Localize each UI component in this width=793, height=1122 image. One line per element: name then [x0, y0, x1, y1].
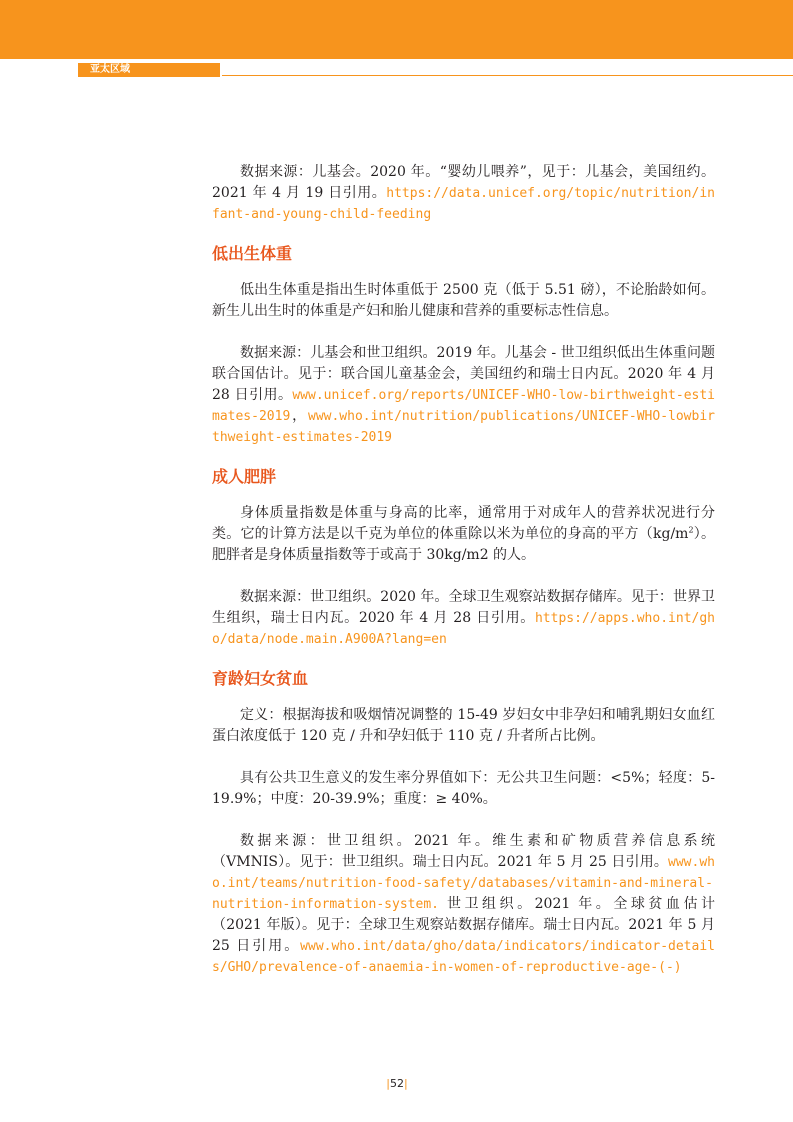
superscript-2: 2: [688, 525, 694, 535]
anaemia-definition: 定义：根据海拔和吸烟情况调整的 15-49 岁妇女中非孕妇和哺乳期妇女血红蛋白浓度低于 120 克 / 升和孕妇低于 110 克 / 升者所占比例。: [212, 707, 715, 744]
adult-obesity-definition-part2: ）。肥胖者是身体质量指数等于或高于 30kg/m2 的人。: [212, 526, 715, 563]
adult-obesity-source: [212, 587, 715, 650]
anaemia-link-vmnis[interactable]: www.who.int/teams/nutrition-food-safety/databases/vitamin-and-mineral-nutrition-information-system.: [212, 855, 715, 912]
page-number: [383, 1077, 411, 1090]
low-birthweight-link-unicef[interactable]: www.unicef.org/reports/UNICEF-WHO-low-birthweight-estimates-2019: [212, 388, 715, 424]
low-birthweight-definition: 低出生体重是指出生时体重低于 2500 克（低于 5.51 磅），不论胎龄如何。新生儿出生时的体重是产妇和胎儿健康和营养的重要标志性信息。: [212, 282, 715, 319]
page-number-bar-right: |: [404, 1077, 408, 1090]
anaemia-source: [212, 831, 715, 978]
header-band: [0, 0, 793, 59]
link-separator: ，: [290, 408, 308, 424]
anaemia-source-text-1: 数据来源：世卫组织。2021 年。维生素和矿物质营养信息系统（VMNIS）。见于：世卫组织。瑞士日内瓦。2021 年 5 月 25 日引用。: [212, 833, 715, 870]
adult-obesity-source-text: 数据来源：世卫组织。2020 年。全球卫生观察站数据存储库。见于：世界卫生组织，瑞士日内瓦。2020 年 4 月 28 日引用。: [212, 589, 715, 626]
low-birthweight-source: [212, 343, 715, 448]
adult-obesity-definition-part1: 身体质量指数是体重与身高的比率，通常用于对成年人的营养状况进行分类。它的计算方法是以千克为单位的体重除以米为单位的身高的平方（kg/m: [212, 505, 715, 542]
anaemia-thresholds: 具有公共卫生意义的发生率分界值如下：无公共卫生问题：<5%；轻度：5-19.9%；中度：20-39.9%；重度：≥ 40%。: [212, 770, 715, 807]
section-tag: 亚太区域: [78, 63, 220, 77]
page-number-value: 52: [390, 1077, 404, 1090]
heading-anaemia: 育龄妇女贫血: [212, 669, 309, 688]
low-birthweight-link-who[interactable]: www.who.int/nutrition/publications/UNICEF-WHO-lowbirthweight-estimates-2019: [212, 409, 715, 445]
low-birthweight-source-text: 数据来源：儿基会和世卫组织。2019 年。儿基会 - 世卫组织低出生体重问题联合国估计。见于：联合国儿童基金会，美国纽约和瑞士日内瓦。2020 年 4 月 28 日引用。: [212, 345, 715, 403]
intro-source-link[interactable]: https://data.unicef.org/topic/nutrition/infant-and-young-child-feeding: [212, 186, 715, 222]
header-divider: [222, 75, 793, 76]
anaemia-link-gho[interactable]: www.who.int/data/gho/data/indicators/indicator-details/GHO/prevalence-of-anaemia-in-women-of-reproductive-age-(-): [212, 939, 715, 975]
intro-source-text: 数据来源：儿基会。2020 年。“婴幼儿喂养”，见于：儿基会，美国纽约。2021 年 4 月 19 日引用。: [212, 164, 715, 201]
adult-obesity-definition: [212, 503, 715, 566]
intro-source-paragraph: [212, 162, 715, 225]
heading-adult-obesity: 成人肥胖: [212, 467, 277, 486]
anaemia-source-text-2: 世卫组织。2021 年。全球贫血估计（2021 年版）。见于：全球卫生观察站数据存储库。瑞士日内瓦。2021 年 5 月 25 日引用。: [212, 896, 715, 954]
page-number-bar-left: |: [386, 1077, 390, 1090]
heading-low-birthweight: 低出生体重: [212, 244, 293, 263]
page-body: [212, 162, 715, 978]
adult-obesity-link[interactable]: https://apps.who.int/gho/data/node.main.A900A?lang=en: [212, 611, 715, 647]
